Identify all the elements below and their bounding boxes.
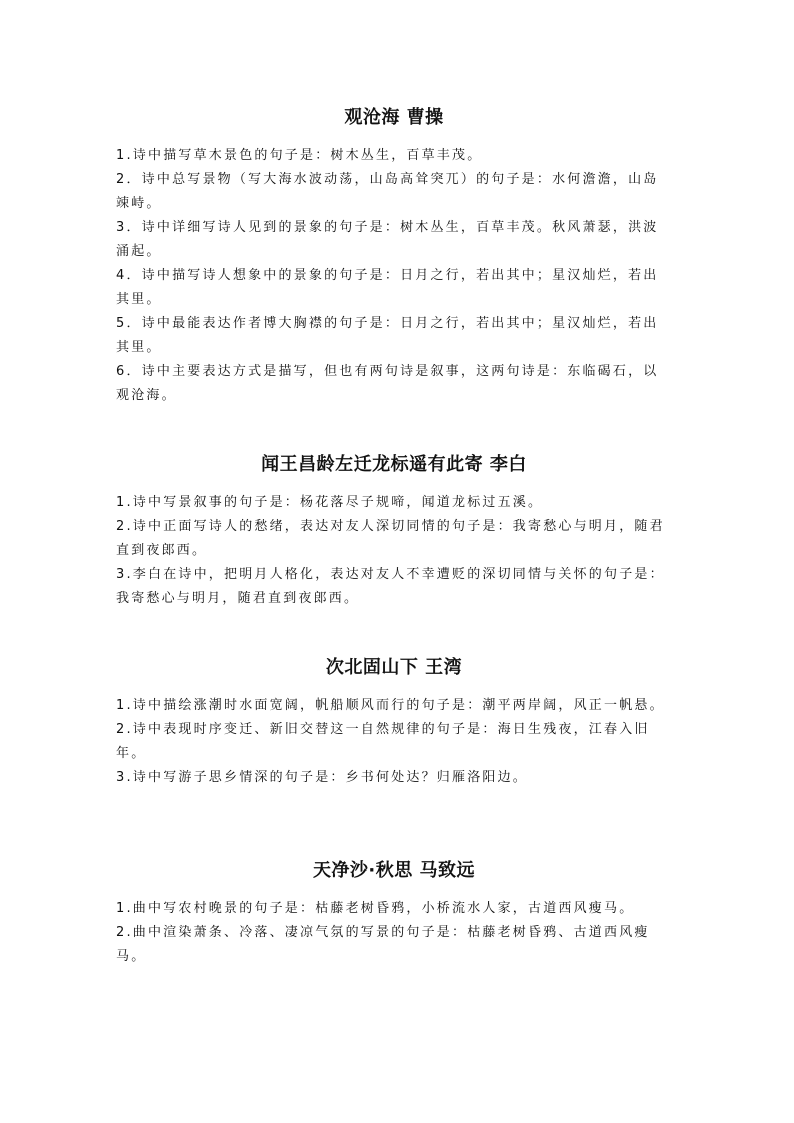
section-ci-bei-gu-shan-xia	[116, 656, 672, 790]
section-title: 闻王昌龄左迁龙标遥有此寄 李白	[261, 454, 527, 475]
list-item: 1.诗中写景叙事的句子是：杨花落尽子规啼，闻道龙标过五溪。	[116, 495, 544, 510]
section-title: 天净沙·秋思 马致远	[312, 860, 476, 881]
list-item: 4．诗中描写诗人想象中的景象的句子是：日月之行，若出其中；星汉灿烂，若出其里。	[116, 268, 659, 307]
list-item: 3.李白在诗中，把明月人格化，表达对友人不幸遭贬的深切同情与关怀的句子是：我寄愁心与明月，随君直到夜郎西。	[116, 567, 665, 606]
list-item: 2．诗中总写景物（写大海水波动荡，山岛高耸突兀）的句子是：水何澹澹，山岛竦峙。	[116, 172, 659, 211]
list-item: 3.诗中写游子思乡情深的句子是：乡书何处达？归雁洛阳边。	[116, 770, 529, 785]
list-item: 2.诗中正面写诗人的愁绪，表达对友人深切同情的句子是：我寄愁心与明月，随君直到夜郎西。	[116, 519, 665, 558]
list-item: 1.曲中写农村晚景的句子是：枯藤老树昏鸦，小桥流水人家，古道西风瘦马。	[116, 901, 635, 916]
section-title: 观沧海 曹操	[344, 107, 444, 128]
list-item: 3．诗中详细写诗人见到的景象的句子是：树木丛生，百草丰茂。秋风萧瑟，洪波涌起。	[116, 220, 659, 259]
section-tian-jing-sha	[116, 859, 672, 969]
list-item: 1.诗中描绘涨潮时水面宽阔，帆船顺风而行的句子是：潮平两岸阔，风正一帆悬。	[116, 698, 665, 713]
list-item: 6．诗中主要表达方式是描写，但也有两句诗是叙事，这两句诗是：东临碣石，以观沧海。	[116, 364, 659, 403]
section-title: 次北固山下 王湾	[325, 657, 463, 678]
section-guan-cang-hai	[116, 106, 672, 408]
section-wen-wang-changling	[116, 453, 672, 611]
list-item: 5．诗中最能表达作者博大胸襟的句子是：日月之行，若出其中；星汉灿烂，若出其里。	[116, 316, 659, 355]
list-item: 1.诗中描写草木景色的句子是：树木丛生，百草丰茂。	[116, 148, 483, 163]
list-item: 2.曲中渲染萧条、冷落、凄凉气氛的写景的句子是：枯藤老树昏鸦、古道西风瘦马。	[116, 925, 650, 964]
list-item: 2.诗中表现时序变迁、新旧交替这一自然规律的句子是：海日生残夜，江春入旧年。	[116, 722, 650, 761]
